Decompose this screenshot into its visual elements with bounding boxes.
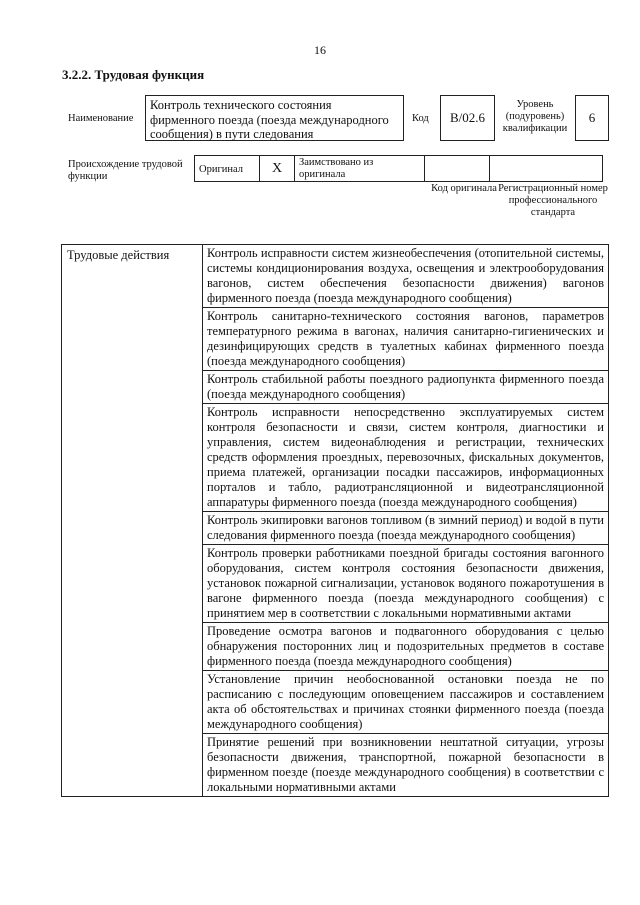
origin-label: Происхождение трудовой функции	[68, 159, 183, 182]
section-title: 3.2.2. Трудовая функция	[62, 67, 205, 82]
origin-row	[194, 155, 603, 182]
level-label: Уровень (подуровень) квалификации	[502, 99, 568, 134]
original-cell	[194, 155, 260, 182]
borrowed-cell	[294, 155, 425, 182]
function-name-box: Контроль технического состояния фирменного поезда (поезда международного сообщения) в пути следования	[145, 95, 404, 141]
labor-actions-label: Трудовые действия	[62, 245, 203, 797]
labor-action-item: Принятие решений при возникновении нештатной ситуации, угрозы безопасности движения, транспортной, пожарной безопасности в фирменном поезде (поезде международного сообщения) в соответствии с локальными нормативными актами	[203, 734, 609, 797]
labor-action-item: Контроль экипировки вагонов топливом (в зимний период) и водой в пути следования фирменного поезда (поезда международного сообщения)	[203, 512, 609, 545]
code-original-label: Код оригинала	[431, 183, 497, 194]
original-label: Оригинал	[199, 164, 243, 175]
table-row	[62, 245, 609, 308]
labor-action-item: Контроль проверки работниками поездной бригады состояния вагонного оборудования, систем контроля состояния безопасности движения, установок пожарной сигнализации, установок водяного пожаротушения в вагоне фирменного поезда (поезда международного сообщения) с принятием мер в соответствии с локальными нормативными актами	[203, 545, 609, 623]
labor-action-item: Контроль стабильной работы поездного радиопункта фирменного поезда (поезда международного сообщения)	[203, 371, 609, 404]
page-number: 16	[314, 43, 326, 57]
labor-action-item: Контроль исправности систем жизнеобеспечения (отопительной системы, системы кондиционирования воздуха, освещения и электрооборудования вагонов, систем обеспечения безопасности движения) вагонов фирменного поезда (поезда международного сообщения)	[203, 245, 609, 308]
qualification-level-box: 6	[575, 95, 609, 141]
labor-action-item: Контроль санитарно-технического состояния вагонов, параметров температурного режима в вагонах, наличия санитарно-гигиенических и дезинфицирующих средств в туалетных кабинах фирменного поезда (поезда международного сообщения)	[203, 308, 609, 371]
labor-action-item: Установление причин необоснованной остановки поезда не по расписанию с последующим оповещением пассажиров и составлением акта об обстоятельствах и причинах стоянки фирменного поезда (поезда международного сообщения)	[203, 671, 609, 734]
labor-action-item: Проведение осмотра вагонов и подвагонного оборудования с целью обнаружения посторонних лиц и подозрительных предметов в составе фирменного поезда (поезда международного сообщения)	[203, 623, 609, 671]
labor-action-item: Контроль исправности непосредственно эксплуатируемых систем контроля безопасности и связи, систем контроля, диагностики и управления, систем видеонаблюдения и регистрации, технических средств оформления проездных, перевозочных, фискальных документов, приема платежей, организации посадки пассажиров, информационных порталов и табло, радиотрансляционной и видеотрансляционной аппаратуры фирменного поезда (поезда международного сообщения)	[203, 404, 609, 512]
labor-actions-table	[61, 244, 609, 797]
original-mark-cell	[259, 155, 295, 182]
borrowed-label: Заимствовано из оригинала	[299, 157, 374, 180]
reg-number-cell	[489, 155, 603, 182]
name-label: Наименование	[68, 113, 134, 124]
code-original-cell	[424, 155, 490, 182]
original-mark: X	[271, 160, 283, 176]
function-code-box: B/02.6	[440, 95, 495, 141]
reg-number-label: Регистрационный номер профессионального стандарта	[498, 183, 608, 218]
code-label: Код	[412, 113, 429, 124]
